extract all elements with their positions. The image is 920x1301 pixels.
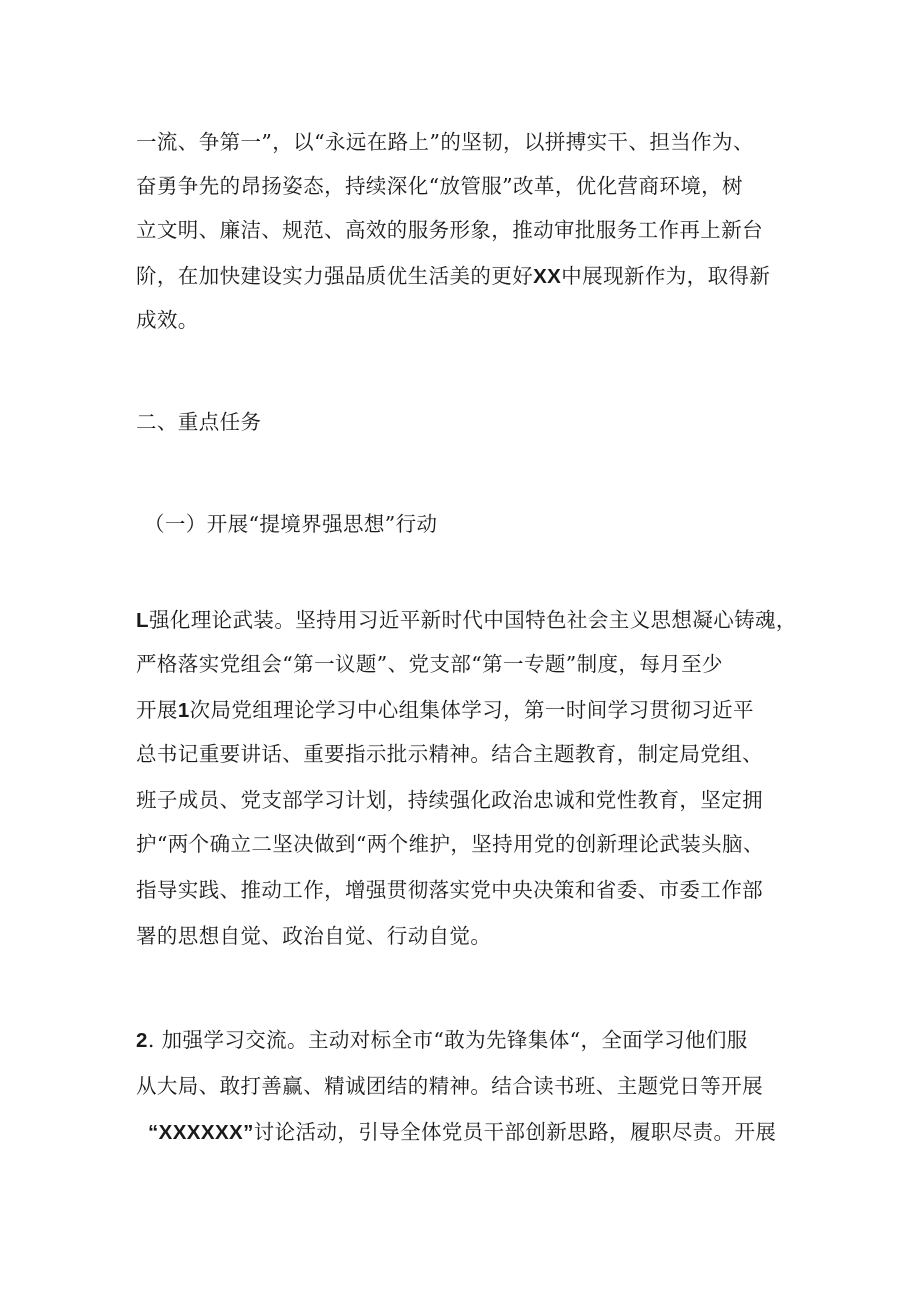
text-line: 护“两个确立二坚决做到“两个维护，坚持用党的创新理论武装头脑、 (136, 832, 764, 856)
text-line (136, 696, 754, 725)
subsection-heading: （一）开展“提境界强思想”行动 (144, 512, 438, 536)
text-line: 成效。 (136, 308, 199, 332)
text-run: 讨论活动，引导全体党员干部创新思路，履职尽责。开展 (253, 1120, 777, 1144)
text-run: 中展现新作为，取得新 (561, 264, 771, 288)
text-line: 署的思想自觉、政治自觉、行动自觉。 (136, 924, 492, 948)
item-number: 2 (136, 1029, 148, 1052)
text-line: 奋勇争先的昂扬姿态，持续深化“放管服”改革，优化营商环境，树 (136, 174, 743, 198)
text-line: 立文明、廉洁、规范、高效的服务形象，推动审批服务工作再上新台 (136, 218, 763, 242)
text-line (148, 1118, 776, 1147)
text-line (136, 606, 797, 635)
text-line: 班子成员、党支部学习计划，持续强化政治忠诚和党性教育，坚定拥 (136, 788, 763, 812)
item-number: L (136, 609, 149, 632)
text-run: 强化理论武装。坚持用习近平新时代中国特色社会主义思想凝心铸魂， (148, 608, 797, 632)
placeholder-xxxxxx: “XXXXXX” (148, 1121, 254, 1144)
text-run: 开展 (136, 698, 178, 722)
number-run: 1 (177, 699, 190, 722)
text-run: . 加强学习交流。主动对标全市“敢为先锋集体“，全面学习他们服 (147, 1028, 748, 1052)
text-run: 次局党组理论学习中心组集体学习，第一时间学习贯彻习近平 (189, 698, 754, 722)
text-run: 阶，在加快建设实力强品质优生活美的更好 (136, 264, 534, 288)
text-line: 指导实践、推动工作，增强贯彻落实党中央决策和省委、市委工作部 (136, 878, 763, 902)
section-heading: 二、重点任务 (136, 410, 262, 434)
text-line: 总书记重要讲话、重要指示批示精神。结合主题教育，制定局党组、 (136, 742, 763, 766)
placeholder-xx: XX (533, 265, 562, 288)
text-line (136, 1026, 748, 1055)
text-line: 从大局、敢打善赢、精诚团结的精神。结合读书班、主题党日等开展 (136, 1074, 763, 1098)
text-line (136, 262, 770, 291)
text-line: 一流、争第一”，以“永远在路上”的坚韧，以拼搏实干、担当作为、 (136, 130, 754, 154)
text-line: 严格落实党组会“第一议题”、党支部“第一专题”制度，每月至少 (136, 652, 723, 676)
